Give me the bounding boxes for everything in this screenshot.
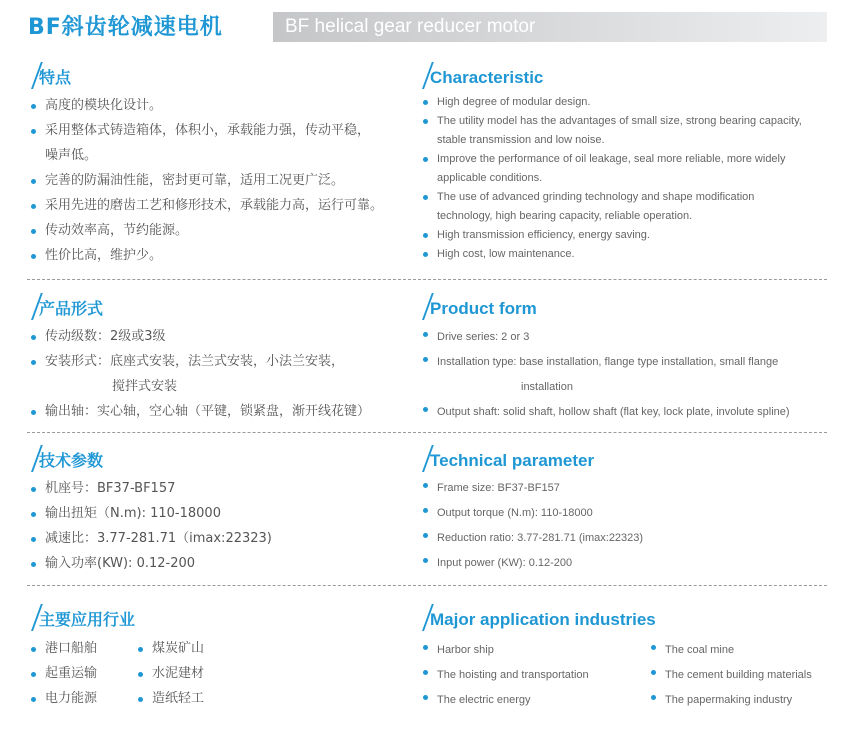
applications-list-cn-col2 bbox=[138, 636, 204, 711]
list-item: High transmission efficiency, energy saving. bbox=[423, 226, 802, 245]
list-item: 高度的模块化设计。 bbox=[31, 93, 383, 118]
applications-list-en-col2 bbox=[651, 638, 812, 713]
list-item: High cost, low maintenance. bbox=[423, 245, 802, 264]
section-title: 技术参数 bbox=[39, 451, 104, 470]
list-item: 水泥建材 bbox=[138, 661, 204, 686]
list-item: 减速比：3.77-281.71（imax:22323) bbox=[31, 526, 272, 551]
list-item: 输入功率(KW): 0.12-200 bbox=[31, 551, 272, 576]
list-item-line: 采用整体式铸造箱体，体积小，承载能力强，传动平稳， bbox=[45, 123, 371, 138]
section-title: 产品形式 bbox=[39, 299, 104, 318]
list-item-line: installation bbox=[521, 381, 573, 393]
title-banner bbox=[273, 12, 827, 42]
list-item bbox=[423, 150, 802, 188]
list-item-line: Improve the performance of oil leakage, seal more reliable, more widely bbox=[437, 153, 786, 165]
section-divider bbox=[27, 432, 827, 433]
slash-mark-icon bbox=[27, 62, 37, 88]
slash-mark-icon bbox=[418, 445, 428, 471]
list-item bbox=[423, 350, 790, 400]
list-item: 传动级数：2级或3级 bbox=[31, 324, 370, 349]
list-item: Output torque (N.m): 110-18000 bbox=[423, 501, 643, 526]
slash-mark-icon bbox=[27, 445, 37, 471]
section-title: Characteristic bbox=[430, 68, 544, 87]
list-item-line: technology, high bearing capacity, reliable operation. bbox=[437, 210, 693, 222]
section-title: Product form bbox=[430, 299, 537, 318]
list-item-line: applicable conditions. bbox=[437, 172, 543, 184]
technical-heading-en bbox=[418, 445, 594, 471]
slash-mark-icon bbox=[418, 62, 428, 88]
page-title-cn: BF斜齿轮减速电机 bbox=[28, 15, 223, 40]
list-item: Drive series: 2 or 3 bbox=[423, 325, 790, 350]
list-item: 起重运输 bbox=[31, 661, 97, 686]
list-item: 机座号：BF37-BF157 bbox=[31, 476, 272, 501]
list-item: Harbor ship bbox=[423, 638, 589, 663]
list-item: 煤炭矿山 bbox=[138, 636, 204, 661]
list-item: 造纸轻工 bbox=[138, 686, 204, 711]
list-item bbox=[31, 349, 370, 399]
section-title: Technical parameter bbox=[430, 451, 595, 470]
list-item: The coal mine bbox=[651, 638, 812, 663]
list-item: 电力能源 bbox=[31, 686, 97, 711]
list-item: Input power (KW): 0.12-200 bbox=[423, 551, 643, 576]
list-item: 输出轴：实心轴，空心轴（平键，锁紧盘，渐开线花键） bbox=[31, 399, 370, 424]
list-item bbox=[423, 112, 802, 150]
list-item: High degree of modular design. bbox=[423, 93, 802, 112]
list-item bbox=[423, 188, 802, 226]
slash-mark-icon bbox=[27, 293, 37, 319]
list-item: 采用先进的磨齿工艺和修形技术，承载能力高，运行可靠。 bbox=[31, 193, 383, 218]
section-divider bbox=[27, 585, 827, 586]
features-heading-en bbox=[418, 62, 543, 88]
list-item: 完善的防漏油性能，密封更可靠，适用工况更广泛。 bbox=[31, 168, 383, 193]
list-item-line: 搅拌式安装 bbox=[112, 379, 178, 394]
applications-list-cn-col1 bbox=[31, 636, 97, 711]
list-item-line: Installation type: base installation, flange type installation, small flange bbox=[437, 356, 779, 368]
list-item-line: 安装形式：底座式安装，法兰式安装，小法兰安装， bbox=[45, 354, 345, 369]
list-item: Reduction ratio: 3.77-281.71 (imax:22323) bbox=[423, 526, 643, 551]
list-item-line: The utility model has the advantages of small size, strong bearing capacity, bbox=[437, 115, 802, 127]
list-item: 港口船舶 bbox=[31, 636, 97, 661]
section-title: 特点 bbox=[39, 68, 72, 87]
list-item bbox=[31, 118, 383, 168]
list-item: 性价比高，维护少。 bbox=[31, 243, 383, 268]
list-item: The papermaking industry bbox=[651, 688, 812, 713]
applications-heading-en bbox=[418, 604, 656, 630]
features-heading-cn bbox=[27, 62, 71, 88]
page-title-en: BF helical gear reducer motor bbox=[285, 16, 536, 37]
technical-list-en bbox=[423, 476, 643, 576]
list-item: 传动效率高，节约能源。 bbox=[31, 218, 383, 243]
product-form-heading-en bbox=[418, 293, 537, 319]
list-item: Output shaft: solid shaft, hollow shaft (flat key, lock plate, involute spline) bbox=[423, 400, 790, 425]
section-divider bbox=[27, 279, 827, 280]
section-title: 主要应用行业 bbox=[39, 610, 136, 629]
slash-mark-icon bbox=[418, 293, 428, 319]
product-form-list-cn bbox=[31, 324, 370, 424]
list-item-line: stable transmission and low noise. bbox=[437, 134, 605, 146]
list-item: 输出扭矩（N.m): 110-18000 bbox=[31, 501, 272, 526]
applications-heading-cn bbox=[27, 604, 135, 630]
product-form-list-en bbox=[423, 325, 790, 425]
technical-heading-cn bbox=[27, 445, 103, 471]
section-title: Major application industries bbox=[430, 610, 656, 629]
list-item: The cement building materials bbox=[651, 663, 812, 688]
page-header bbox=[0, 0, 850, 48]
applications-list-en-col1 bbox=[423, 638, 589, 713]
list-item-line: 噪声低。 bbox=[45, 148, 98, 163]
features-list-cn bbox=[31, 93, 383, 268]
list-item: The hoisting and transportation bbox=[423, 663, 589, 688]
product-form-heading-cn bbox=[27, 293, 103, 319]
list-item: Frame size: BF37-BF157 bbox=[423, 476, 643, 501]
list-item-line: The use of advanced grinding technology and shape modification bbox=[437, 191, 755, 203]
slash-mark-icon bbox=[418, 604, 428, 630]
technical-list-cn bbox=[31, 476, 272, 576]
slash-mark-icon bbox=[27, 604, 37, 630]
list-item: The electric energy bbox=[423, 688, 589, 713]
features-list-en bbox=[423, 93, 802, 264]
